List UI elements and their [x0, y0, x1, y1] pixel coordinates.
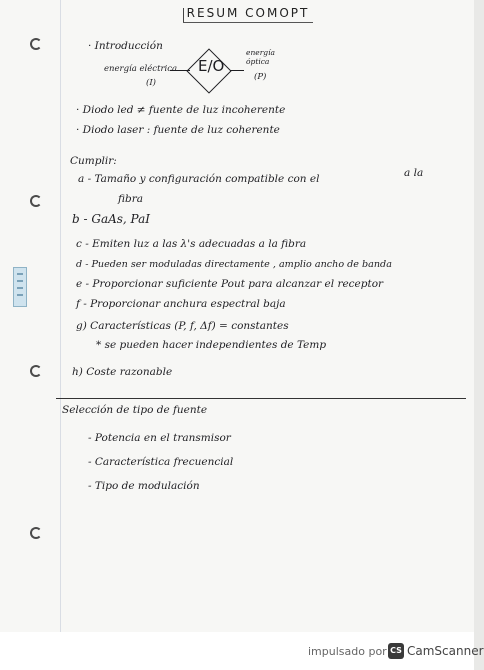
req-g: g) Características (P, f, Δf) = constantes: [76, 320, 289, 332]
req-a-tail: a la: [404, 167, 424, 179]
intro-left-unit: (I): [146, 78, 156, 88]
req-c: c - Emiten luz a las λ's adecuadas a la fibra: [76, 238, 307, 250]
diode-laser-line: · Diodo laser : fuente de luz coherente: [76, 124, 280, 136]
powered-by-label: impulsado por: [308, 645, 387, 658]
binder-hole-icon: [30, 195, 42, 207]
req-e: e - Proporcionar suficiente Pout para alcanzar el receptor: [76, 278, 384, 290]
selection-item: - Tipo de modulación: [88, 480, 200, 492]
req-d: d - Pueden ser moduladas directamente , amplio ancho de banda: [76, 259, 392, 270]
req-b: b - GaAs, PaI: [72, 212, 150, 226]
section-divider: [56, 398, 466, 399]
selection-item: - Característica frecuencial: [88, 456, 234, 468]
req-a-cont: fibra: [118, 193, 144, 205]
req-a: a - Tamaño y configuración compatible con el: [78, 173, 320, 185]
binder-hole-icon: [30, 38, 42, 50]
camscanner-logo-icon: CS: [388, 643, 404, 659]
intro-right-label: energía óptica: [246, 48, 275, 66]
arrow-out: [230, 70, 244, 71]
binder-hole-icon: [30, 527, 42, 539]
intro-left-label: energía eléctrica: [104, 64, 178, 74]
selection-item: - Potencia en el transmisor: [88, 432, 231, 444]
intro-right-unit: (P): [254, 72, 267, 82]
margin-line: [60, 0, 61, 632]
index-tab-strip: [13, 267, 27, 307]
page-title: RESUM COMOPT: [183, 6, 313, 23]
camscanner-brand: CamScanner: [407, 644, 484, 658]
selection-heading: Selección de tipo de fuente: [62, 404, 208, 416]
req-h: h) Coste razonable: [72, 366, 173, 378]
req-g-note: * se pueden hacer independientes de Temp: [96, 339, 327, 351]
eo-converter-label: E/O: [198, 57, 225, 75]
req-f: f - Proporcionar anchura espectral baja: [76, 298, 286, 310]
requirements-heading: Cumplir:: [70, 155, 117, 167]
diode-led-line: · Diodo led ≠ fuente de luz incoherente: [76, 104, 286, 116]
binder-hole-icon: [30, 365, 42, 377]
intro-heading: · Introducción: [88, 40, 163, 52]
